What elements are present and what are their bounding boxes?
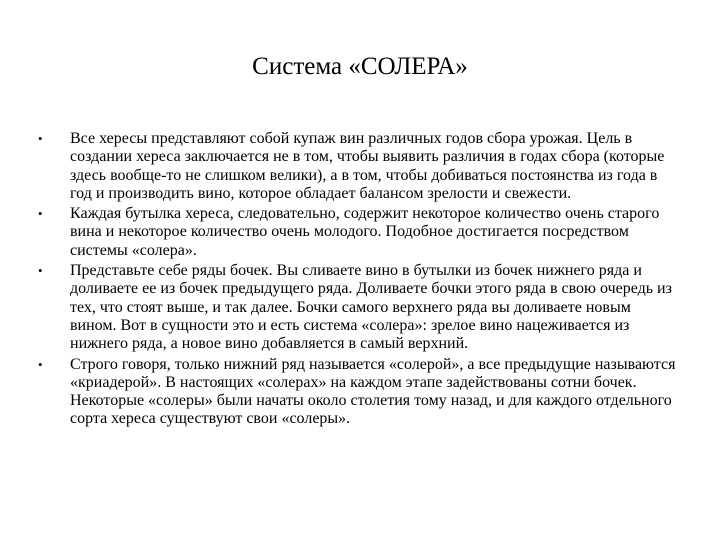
bullet-icon: •	[38, 263, 43, 279]
bullet-text: Строго говоря, только нижний ряд называется «солерой», а все предыдущие называются «криадерой». В настоящих «солерах» на каждом этапе задействованы сотни бочек. Некоторые «солеры» были начаты около столетия тому назад, и для каждого отдельного сорта хереса существуют свои «солеры».	[70, 355, 676, 428]
list-item	[38, 130, 678, 203]
slide-title: Система «СОЛЕРА»	[252, 53, 468, 80]
bullet-text: Представьте себе ряды бочек. Вы сливаете вино в бутылки из бочек нижнего ряда и доливаете ее из бочек предыдущего ряда. Доливаете бочки этого ряда в свою очередь из тех, что стоят выше, и так далее. Бочки самого верхнего ряда вы доливаете новым вином. Вот в сущности это и есть система «солера»: зрелое вино нацеживается из нижнего ряда, а новое вино добавляется в самый верхний.	[70, 262, 672, 353]
bullet-list	[38, 130, 678, 431]
bullet-icon: •	[38, 356, 43, 372]
bullet-text: Каждая бутылка хереса, следовательно, содержит некоторое количество очень старого вина и некоторое количество очень молодого. Подобное достигается посредством системы «солера».	[70, 205, 660, 259]
bullet-text: Все хересы представляют собой купаж вин различных годов сбора урожая. Цель в создании хереса заключается не в том, чтобы выявить различия в годах сбора (которые здесь вообще-то не слишком велики), а в том, чтобы добиваться постоянства из года в год и производить вино, которое обладает балансом зрелости и свежести.	[70, 130, 665, 202]
list-item	[38, 356, 678, 429]
bullet-icon: •	[38, 131, 43, 146]
list-item	[38, 205, 678, 260]
list-item	[38, 262, 678, 353]
bullet-icon: •	[38, 206, 43, 222]
